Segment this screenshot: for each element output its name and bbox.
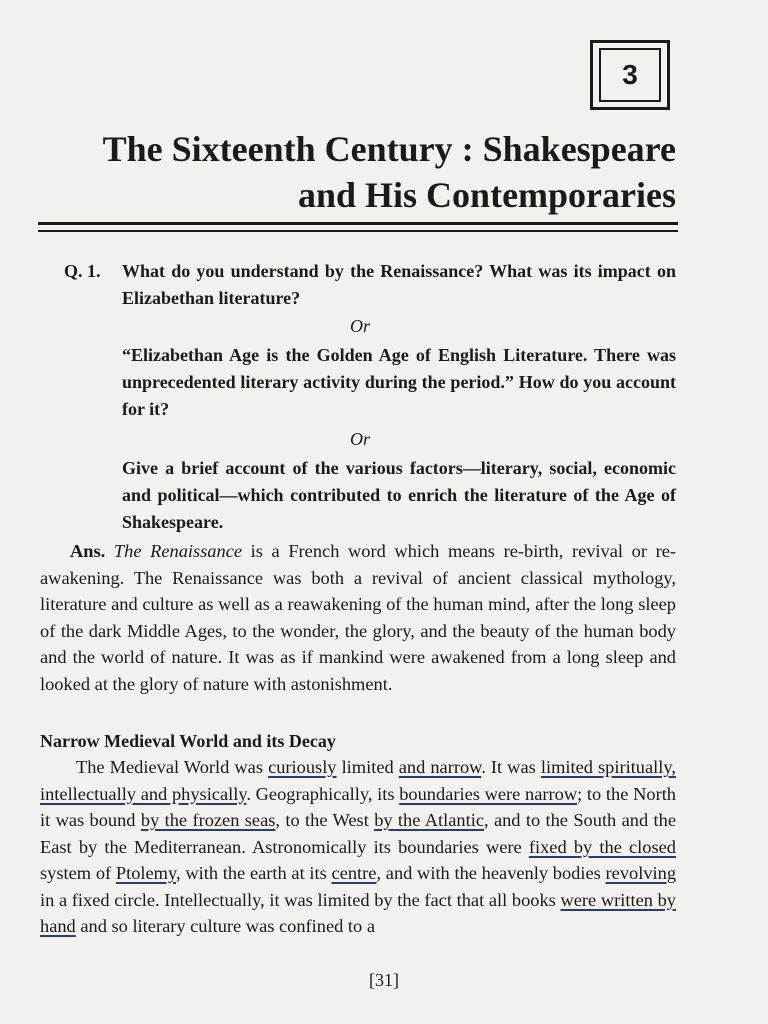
or-separator-1: Or [349,316,370,336]
paragraph-text: and so literary culture was confined to a [75,916,376,936]
paragraph-text: in a fixed circle. Intellectually, it was limited by the fact that all books [40,889,561,910]
page-number: [31] [369,970,399,990]
answer-label: Ans. [70,541,106,561]
underlined-text: fixed by the closed [528,836,676,857]
section-heading: Narrow Medieval World and its Decay [40,731,336,751]
underlined-text: revolving [605,863,677,883]
chapter-number-box [590,40,670,110]
or-separator-2: Or [349,429,370,449]
underlined-text: limited spiritually, intellectually and physically [40,757,676,804]
section-paragraph [40,754,676,940]
underlined-text: centre [331,863,377,883]
answer-text: is a French word which means re-birth, revival or re-awakening. The Renaissance was both a revival of ancient classical mythology, literature and culture as well as a reawakening of the human mind, after the long sleep of the dark Middle Ages, to the wonder, the glory, and the beauty of the human body and the world of nature. It was as if mankind were awakened from a long sleep and looked at the glory of nature with astonishment. [40,541,676,694]
paragraph-text: limited [336,757,399,777]
answer-term: The Renaissance [113,541,243,561]
question-part-1: What do you understand by the Renaissance? What was its impact on Elizabethan literature? [122,261,676,308]
paragraph-text: system of [40,863,116,883]
chapter-title [40,126,676,218]
underlined-text: boundaries were narrow [399,783,578,804]
question-part-2: “Elizabethan Age is the Golden Age of English Literature. There was unprecedented literary activity during the period.” How do you account for it? [122,345,676,419]
paragraph-text: , and to the South and the East by the Mediterranean. Astronomically its boundaries were [40,810,676,857]
underlined-text: and narrow [398,757,482,777]
chapter-number: 3 [599,48,661,102]
paragraph-text: . Geographically, its [246,783,400,804]
chapter-title-line-2: and His Contemporaries [298,175,676,215]
paragraph-text: , and with the heavenly bodies [376,863,606,883]
underlined-text: curiously [268,757,337,777]
underlined-text: by the frozen seas [140,810,276,830]
underlined-text: Ptolemy [115,863,176,883]
question-number: Q. 1. [64,261,101,281]
title-rule-thin [38,230,678,232]
question-part-3: Give a brief account of the various factors—literary, social, economic and political—which contributed to enrich the literature of the Age of Shakespeare. [122,458,676,532]
paragraph-text: ; to the North it was bound [40,783,676,830]
paragraph-text: . It was [481,757,541,777]
underlined-text: were written by hand [40,889,676,936]
chapter-title-line-1: The Sixteenth Century : Shakespeare [102,129,676,169]
answer-paragraph [40,538,676,697]
paragraph-text: The Medieval World was [76,757,269,777]
underlined-text: by the Atlantic [374,810,484,830]
paragraph-text: , to the West [275,810,375,830]
title-rule-thick [38,222,678,225]
paragraph-text: , with the earth at its [176,863,332,883]
